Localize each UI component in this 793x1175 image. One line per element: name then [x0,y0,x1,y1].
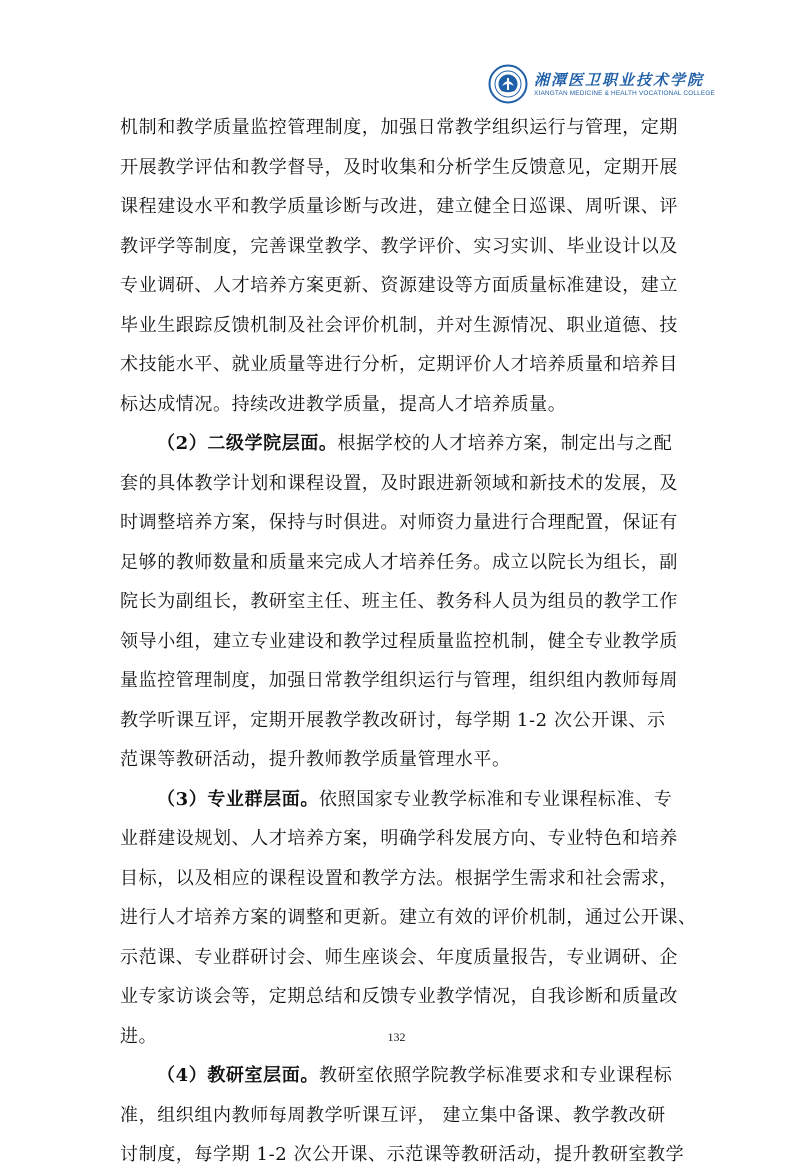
school-name-cn: 湘潭医卫职业技术学院 [534,70,705,89]
text-line: 范课等教研活动，提升教师教学质量管理水平。 [120,749,511,770]
section-heading: （4）教研室层面。 [157,1065,319,1086]
section-heading: （2）二级学院层面。 [157,433,338,454]
text-line: 机制和教学质量监控管理制度，加强日常教学组织运行与管理，定期 [120,117,678,138]
text-line: 术技能水平、就业质量等进行分析，定期评价人才培养质量和培养目 [120,354,678,375]
paragraph-first-line [120,424,676,464]
text-line: 时调整培养方案，保持与时俱进。对师资力量进行合理配置，保证有 [120,512,678,533]
text-line: 目标，以及相应的课程设置和教学方法。根据学生需求和社会需求， [120,867,678,889]
text-line: 讨制度，每学期 1-2 次公开课、示范课等教研活动，提升教研室教学 [120,1144,685,1165]
page-number: 132 [387,1030,406,1044]
text-line: 示范课、专业群研讨会、师生座谈会、年度质量报告，专业调研、企 [120,946,678,968]
text-line: 套的具体教学计划和课程设置，及时跟进新领域和新技术的发展，及 [120,472,678,494]
school-logo-icon [488,64,528,104]
text-line: 标达成情况。持续改进教学质量，提高人才培养质量。 [120,393,567,415]
text-line: 专业调研、人才培养方案更新、资源建设等方面质量标准建设，建立 [120,275,678,296]
text-span: 根据学校的人才培养方案，制定出与之配 [337,433,673,454]
document-body [120,108,697,1175]
text-line: 准，组织组内教师每周教学听课互评， 建立集中备课、教学教改研 [120,1104,666,1126]
text-line: 量监控管理制度，加强日常教学组织运行与管理，组织组内教师每周 [120,670,678,691]
text-span: 依照国家专业教学标准和专业课程标准、专 [318,788,673,810]
text-line: 业专家访谈会等，定期总结和反馈专业教学情况，自我诊断和质量改 [120,986,678,1007]
text-line: 毕业生跟踪反馈机制及社会评价机制，并对生源情况、职业道德、技 [120,314,678,336]
page-header [488,62,778,106]
text-line: 课程建设水平和教学质量诊断与改进，建立健全日巡课、周听课、评 [120,196,678,217]
text-line: 开展教学评估和教学督导，及时收集和分析学生反馈意见，定期开展 [120,156,678,178]
paragraph-first-line [120,1056,676,1096]
text-span: 教研室依照学院教学标准要求和专业课程标 [318,1065,673,1086]
school-name-block [534,71,715,98]
section-heading: （3）专业群层面。 [157,788,319,810]
paragraph-first-line [120,780,676,820]
text-line: 进。 [120,1025,158,1047]
text-line: 教学听课互评，定期开展教学教改研讨，每学期 1-2 次公开课、示 [120,709,666,731]
text-line: 业群建设规划、人才培养方案，明确学科发展方向、专业特色和培养 [120,828,678,849]
text-line: 院长为副组长，教研室主任、班主任、教务科人员为组员的教学工作 [120,591,678,612]
text-line: 教评学等制度，完善课堂教学、教学评价、实习实训、毕业设计以及 [120,235,678,257]
text-line: 足够的教师数量和质量来完成人才培养任务。成立以院长为组长，副 [120,551,678,573]
text-line: 进行人才培养方案的调整和更新。建立有效的评价机制，通过公开课、 [120,907,697,928]
text-line: 领导小组，建立专业建设和教学过程质量监控机制，健全专业教学质 [120,630,678,652]
school-name-en: XIANGTAN MEDICINE & HEALTH VOCATIONAL COLLEGE [534,89,715,97]
